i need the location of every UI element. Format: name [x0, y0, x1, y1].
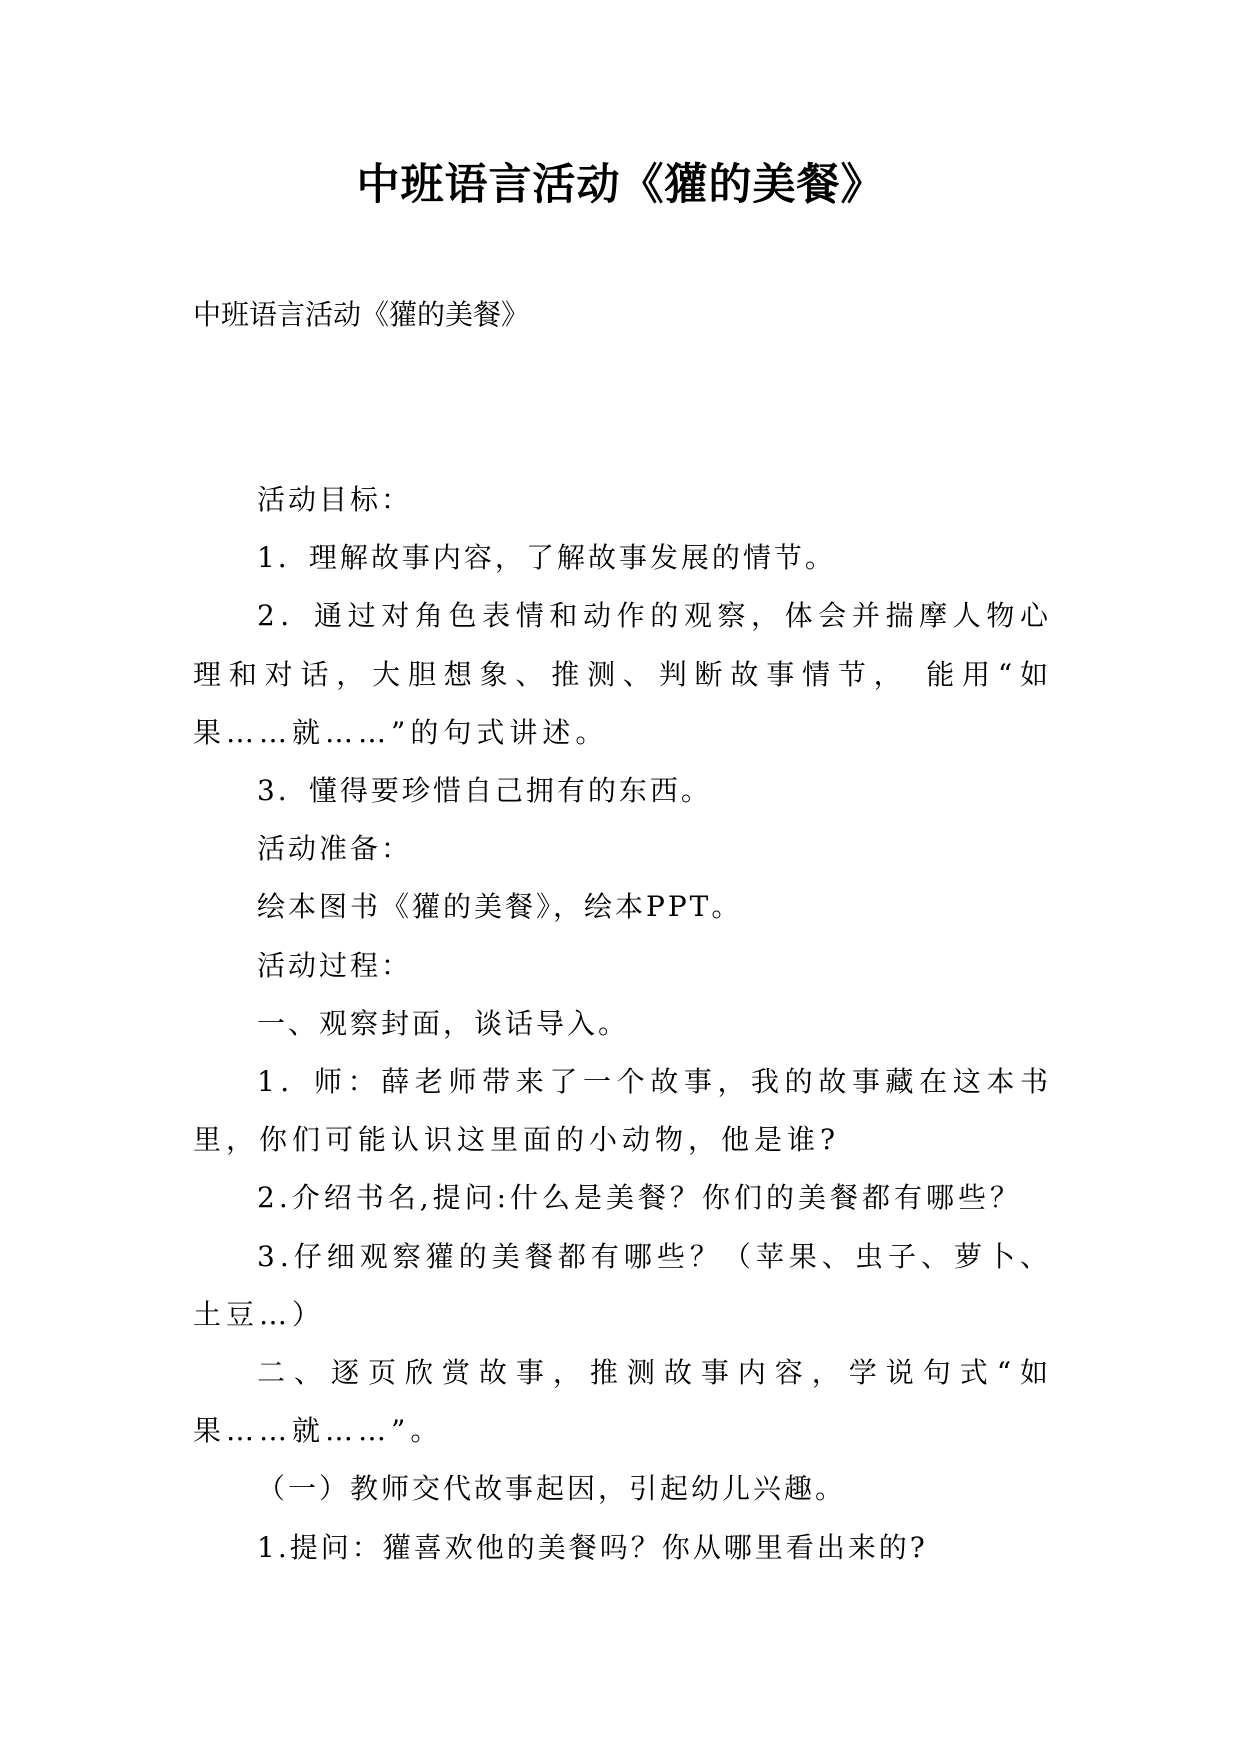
document-body — [193, 471, 1053, 1577]
paragraph: 3.仔细观察獾的美餐都有哪些？（苹果、虫子、萝卜、土豆…） — [193, 1239, 1053, 1331]
paragraph: 活动目标： — [257, 483, 413, 516]
paragraph: 活动准备： — [257, 832, 413, 866]
paragraph: 二、逐页欣赏故事，推测故事内容，学说句式“如果……就……”。 — [193, 1356, 1053, 1448]
paragraph: 活动过程： — [257, 948, 413, 982]
paragraph: 1．师：薛老师带来了一个故事，我的故事藏在这本书里，你们可能认识这里面的小动物，他是谁? — [193, 1065, 1053, 1157]
paragraph: 2.介绍书名,提问:什么是美餐？你们的美餐都有哪些？ — [257, 1181, 1023, 1215]
document-title: 中班语言活动《獾的美餐》 — [356, 160, 885, 210]
paragraph: 3．懂得要珍惜自己拥有的东西。 — [257, 774, 712, 808]
paragraph: 绘本图书《獾的美餐》，绘本PPT。 — [257, 890, 743, 924]
paragraph: （一）教师交代故事起因，引起幼儿兴趣。 — [257, 1472, 847, 1506]
paragraph: 1.提问：獾喜欢他的美餐吗？你从哪里看出来的? — [257, 1530, 928, 1564]
paragraph: 2．通过对角色表情和动作的观察，体会并揣摩人物心理和对话，大胆想象、推测、判断故事情节， 能用“如果……就……”的句式讲述。 — [193, 599, 1053, 749]
paragraph: 一、观察封面，谈话导入。 — [257, 1006, 630, 1040]
document-subtitle: 中班语言活动《獾的美餐》 — [193, 298, 530, 331]
paragraph: 1．理解故事内容，了解故事发展的情节。 — [257, 541, 836, 575]
